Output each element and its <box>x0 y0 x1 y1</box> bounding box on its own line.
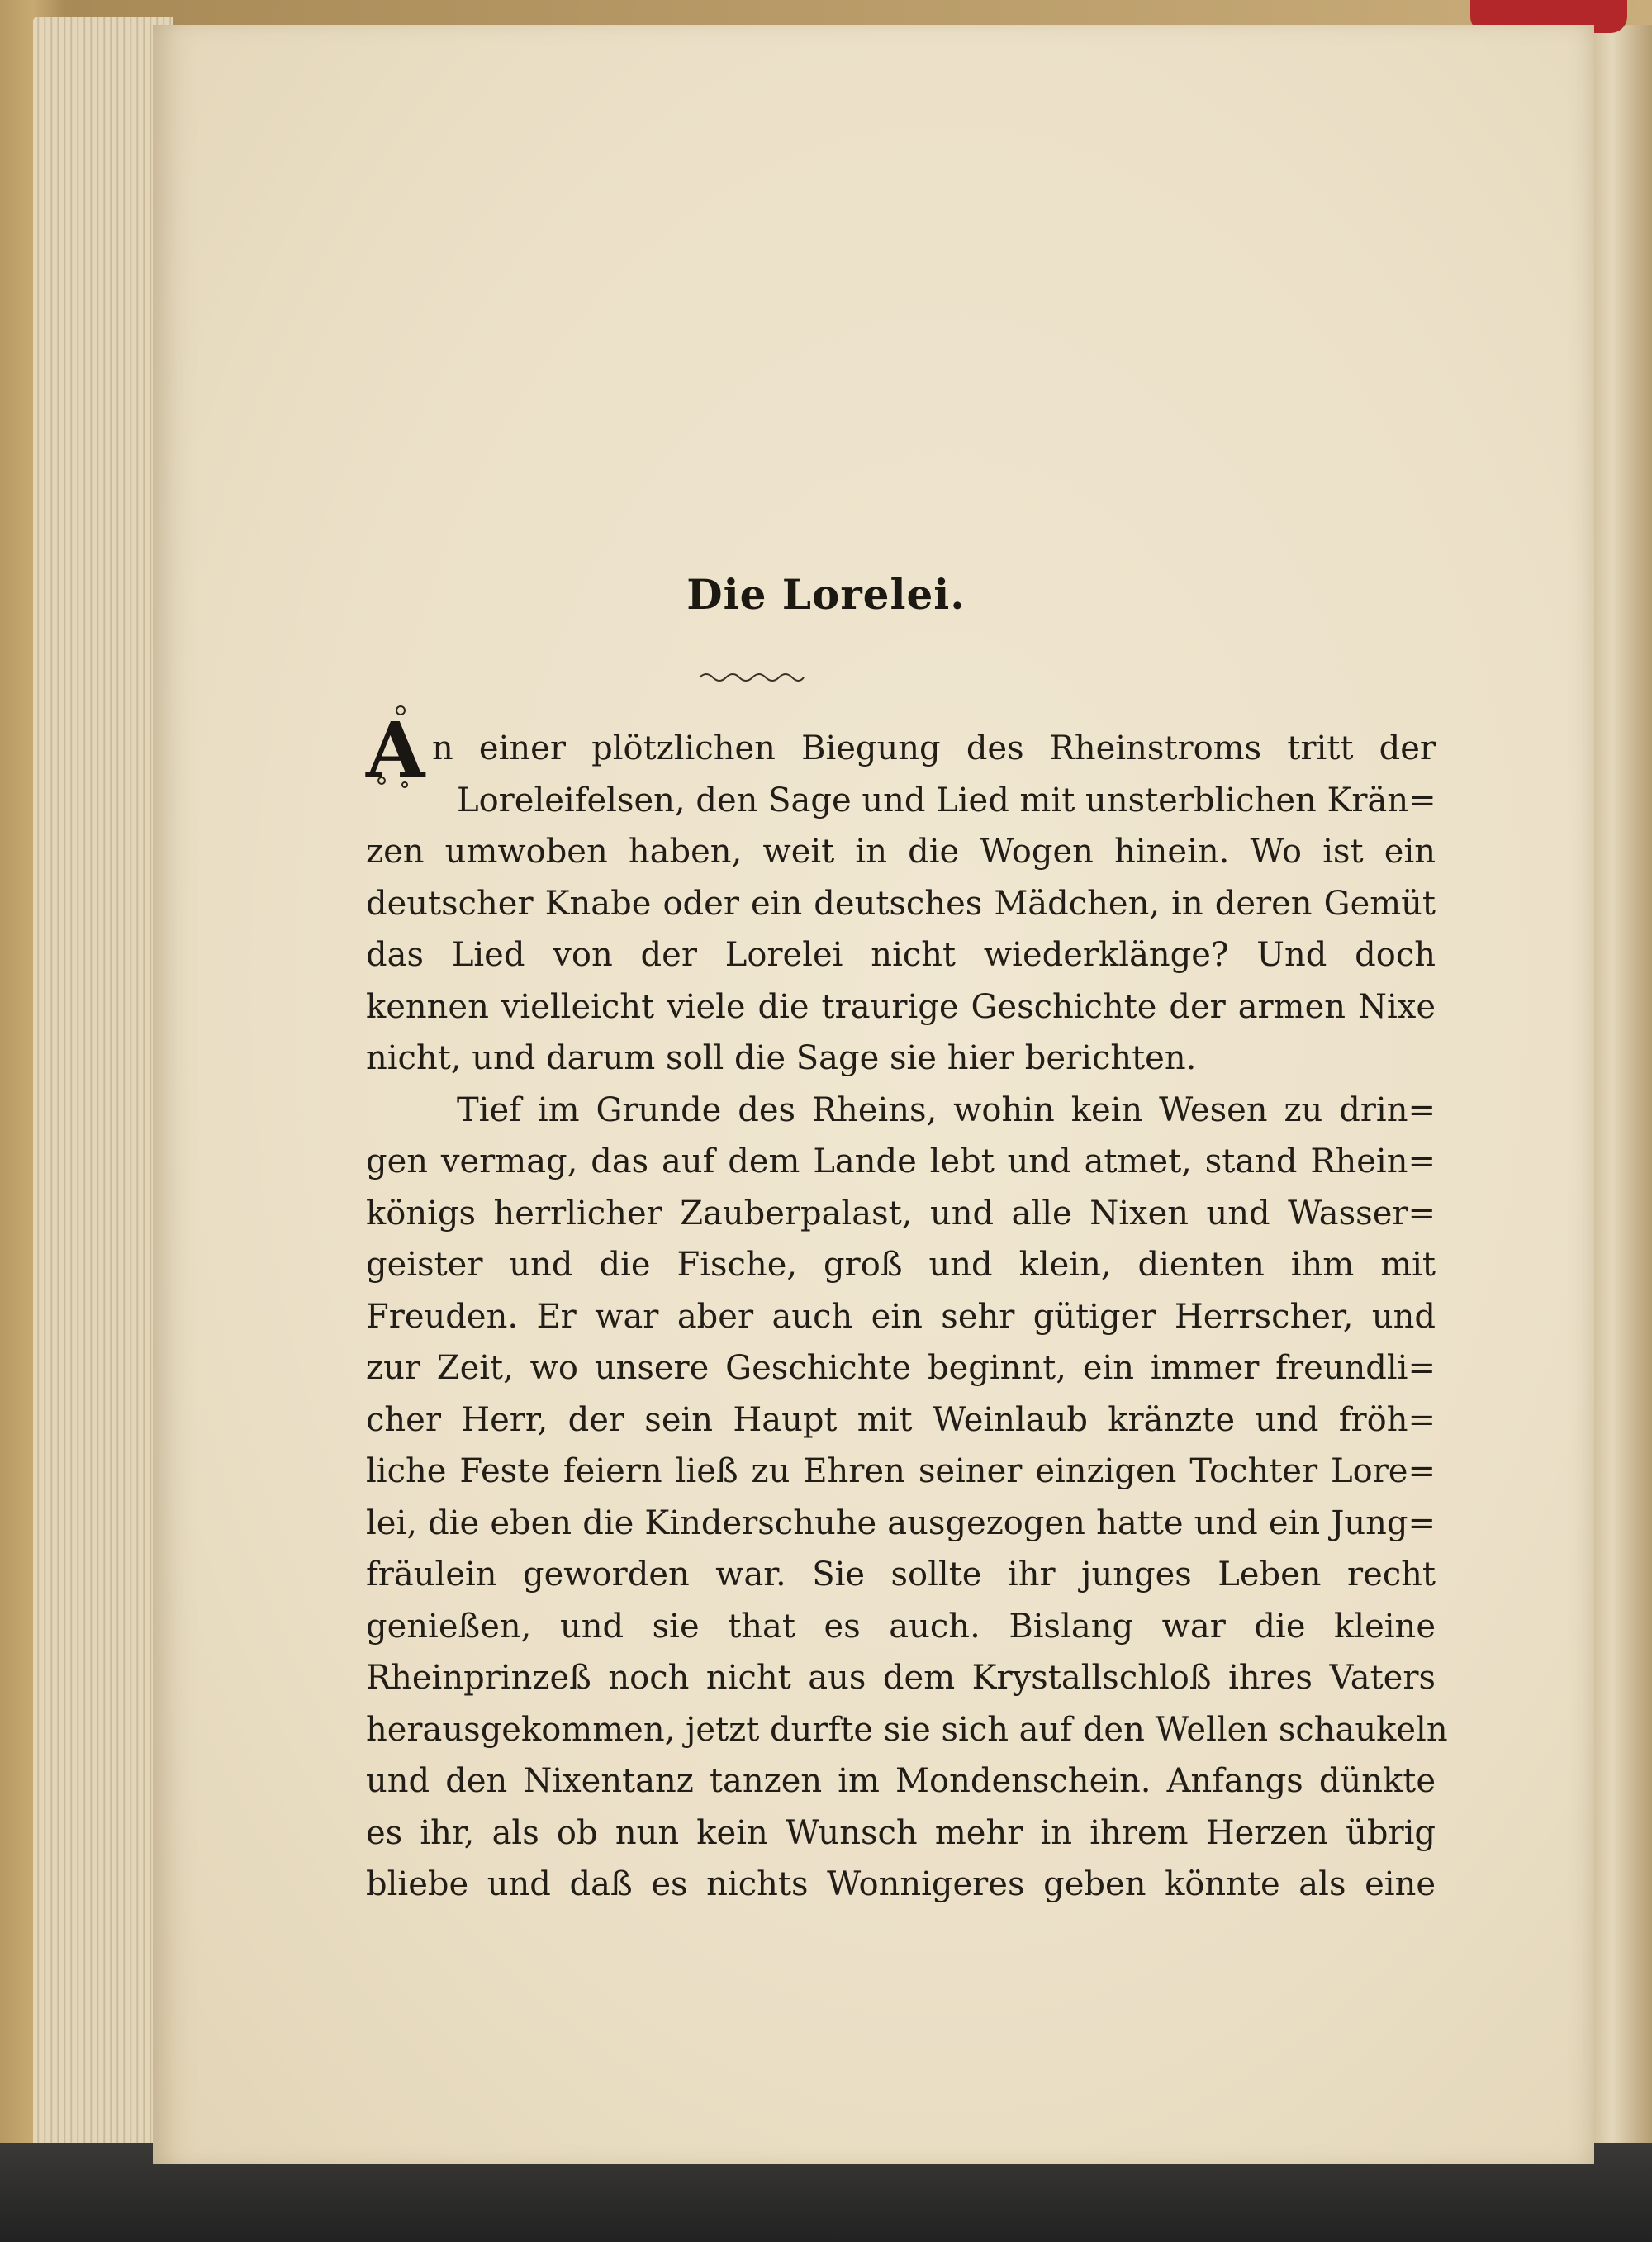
drop-cap: A <box>366 705 425 795</box>
text-line: gen vermag, das auf dem Lande lebt und atmet, stand Rhein= <box>366 1142 1436 1180</box>
text-line: lei, die eben die Kinderschuhe ausgezogen hatte und ein Jung= <box>366 1503 1436 1542</box>
text-line: liche Feste feiern ließ zu Ehren seiner einzigen Tochter Lore= <box>366 1452 1436 1490</box>
text-line: das Lied von der Lorelei nicht wiederklänge? Und doch <box>366 936 1436 974</box>
text-line: bliebe und daß es nichts Wonnigeres geben könnte als eine <box>366 1865 1436 1903</box>
text-line: kennen vielleicht viele die traurige Geschichte der armen Nixe <box>366 987 1436 1026</box>
body-text <box>366 723 1448 1911</box>
chapter-title: Die Lorelei. <box>686 570 966 619</box>
text-line: cher Herr, der sein Haupt mit Weinlaub kränzte und fröh= <box>366 1400 1436 1439</box>
text-line: Tief im Grunde des Rheins, wohin kein Wesen zu drin= <box>457 1090 1436 1129</box>
text-line: es ihr, als ob nun kein Wunsch mehr in ihrem Herzen übrig <box>366 1813 1436 1852</box>
text-line: n einer plötzlichen Biegung des Rheinstroms tritt der <box>432 729 1436 767</box>
text-line: herausgekommen, jetzt durfte sie sich auf den Wellen schaukeln <box>366 1710 1448 1749</box>
text-line: Freuden. Er war aber auch ein sehr gütiger Herrscher, und <box>366 1297 1436 1336</box>
text-line: deutscher Knabe oder ein deutsches Mädchen, in deren Gemüt <box>366 884 1436 923</box>
text-line: Rheinprinzeß noch nicht aus dem Krystallschloß ihres Vaters <box>366 1659 1436 1697</box>
text-line: nicht, und darum soll die Sage sie hier berichten. <box>366 1039 1197 1077</box>
text-line: und den Nixentanz tanzen im Mondenschein. Anfangs dünkte <box>366 1762 1436 1800</box>
text-line: fräulein geworden war. Sie sollte ihr junges Leben recht <box>366 1556 1436 1594</box>
text-line: geister und die Fische, groß und klein, dienten ihm mit <box>366 1246 1436 1284</box>
text-line: Loreleifelsen, den Sage und Lied mit unsterblichen Krän= <box>457 781 1436 819</box>
text-line: königs herrlicher Zauberpalast, und alle Nixen und Wasser= <box>366 1194 1436 1233</box>
text-line: zur Zeit, wo unsere Geschichte beginnt, ein immer freundli= <box>366 1349 1436 1387</box>
text-line: genießen, und sie that es auch. Bislang war die kleine <box>366 1607 1436 1646</box>
right-page-edge <box>1586 25 1652 2173</box>
title-ornament-icon <box>698 667 805 687</box>
text-line: zen umwoben haben, weit in die Wogen hinein. Wo ist ein <box>366 833 1436 871</box>
